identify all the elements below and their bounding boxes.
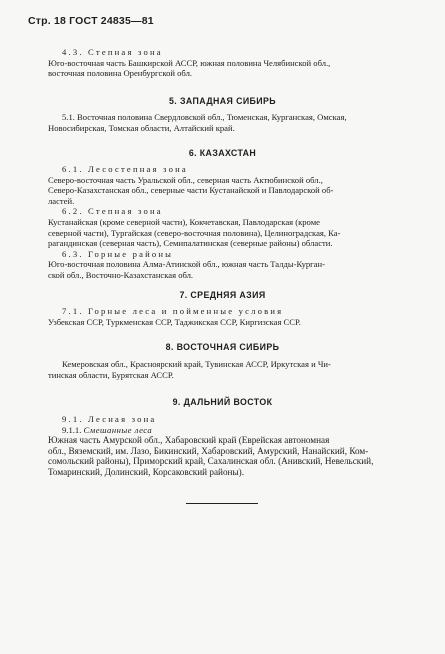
text-line: Северо-восточная часть Уральской обл., северная часть Актюбинской обл., — [48, 174, 323, 185]
text-line: обл., Вяземский, им. Лазо, Бикинский, Хабаровский, Амурский, Нанайский, Ком- — [48, 445, 369, 456]
section-9-body — [48, 414, 420, 478]
subsection-title: 9.1. Лесная зона — [62, 414, 157, 424]
section-heading: 5. ЗАПАДНАЯ СИБИРЬ — [169, 96, 276, 106]
text-line: ластей. — [48, 195, 75, 206]
subsection-title: 6.1. Лесостепная зона — [62, 164, 188, 174]
subsubsection-number: 9.1.1. — [62, 424, 82, 435]
section-7-body — [48, 306, 420, 327]
section-4-3 — [48, 47, 420, 79]
section-heading: 6. КАЗАХСТАН — [188, 148, 257, 158]
text-line: ской обл., Восточно-Казахстанская обл. — [48, 269, 194, 280]
section-6-body — [48, 164, 420, 281]
text-line: Кустанайская (кроме северной части), Кокчетавская, Павлодарская (кроме — [48, 216, 320, 227]
section-heading: 9. ДАЛЬНИЙ ВОСТОК — [172, 397, 273, 407]
text-line: Юго-восточная половина Алма-Атинской обл., южная часть Талды-Курган- — [48, 259, 325, 270]
subsection-title: 4.3. Степная зона — [62, 47, 163, 57]
text-line: Юго-восточная часть Башкирской АССР, южная половина Челябинской обл., — [48, 57, 331, 68]
subsubsection-title — [48, 425, 420, 436]
text-line: рагандинская (северная часть), Семипалатинская (северные районы) области. — [48, 238, 333, 249]
text-line: Новосибирская, Томская области, Алтайский край. — [48, 122, 235, 133]
subsection-title: 6.3. Горные районы — [62, 248, 174, 259]
text-line: Кемеровская обл., Красноярский край, Тувинская АССР, Иркутская и Чи- — [62, 359, 331, 369]
subsection-title: 6.2. Степная зона — [62, 206, 163, 217]
text-line: восточная половина Оренбургской обл. — [48, 68, 193, 79]
text-line: Южная часть Амурской обл., Хабаровский край (Еврейская автономная — [48, 435, 330, 446]
subsubsection-name: Смешанные леса — [83, 424, 153, 435]
section-heading: 8. ВОСТОЧНАЯ СИБИРЬ — [165, 342, 280, 352]
text-line: Томаринский, Долинский, Корсаковский районы). — [48, 466, 244, 477]
text-line: Узбекская ССР, Туркменская ССР, Таджикская ССР, Киргизская ССР. — [48, 316, 301, 327]
text-line: 5.1. Восточная половина Свердловской обл., Тюменская, Курганская, Омская, — [62, 112, 347, 122]
section-5-body — [48, 112, 420, 133]
end-rule — [186, 503, 258, 504]
text-line: сомольский районы), Приморский край, Сахалинская обл. (Анивский, Невельский, — [48, 456, 374, 467]
subsection-title: 7.1. Горные леса и пойменные условия — [62, 306, 284, 316]
text-line: тинская области, Бурятская АССР. — [48, 369, 174, 380]
text-line: Северо-Казахстанская обл., северные части Кустанайской и Павлодарской об- — [48, 185, 334, 196]
text-line: северной части), Тургайская (северо-восточная половина), Целиноградская, Ка- — [48, 227, 341, 238]
page-header: Стр. 18 ГОСТ 24835—81 — [28, 15, 154, 27]
section-8-body — [48, 359, 420, 380]
section-heading: 7. СРЕДНЯЯ АЗИЯ — [179, 290, 266, 300]
